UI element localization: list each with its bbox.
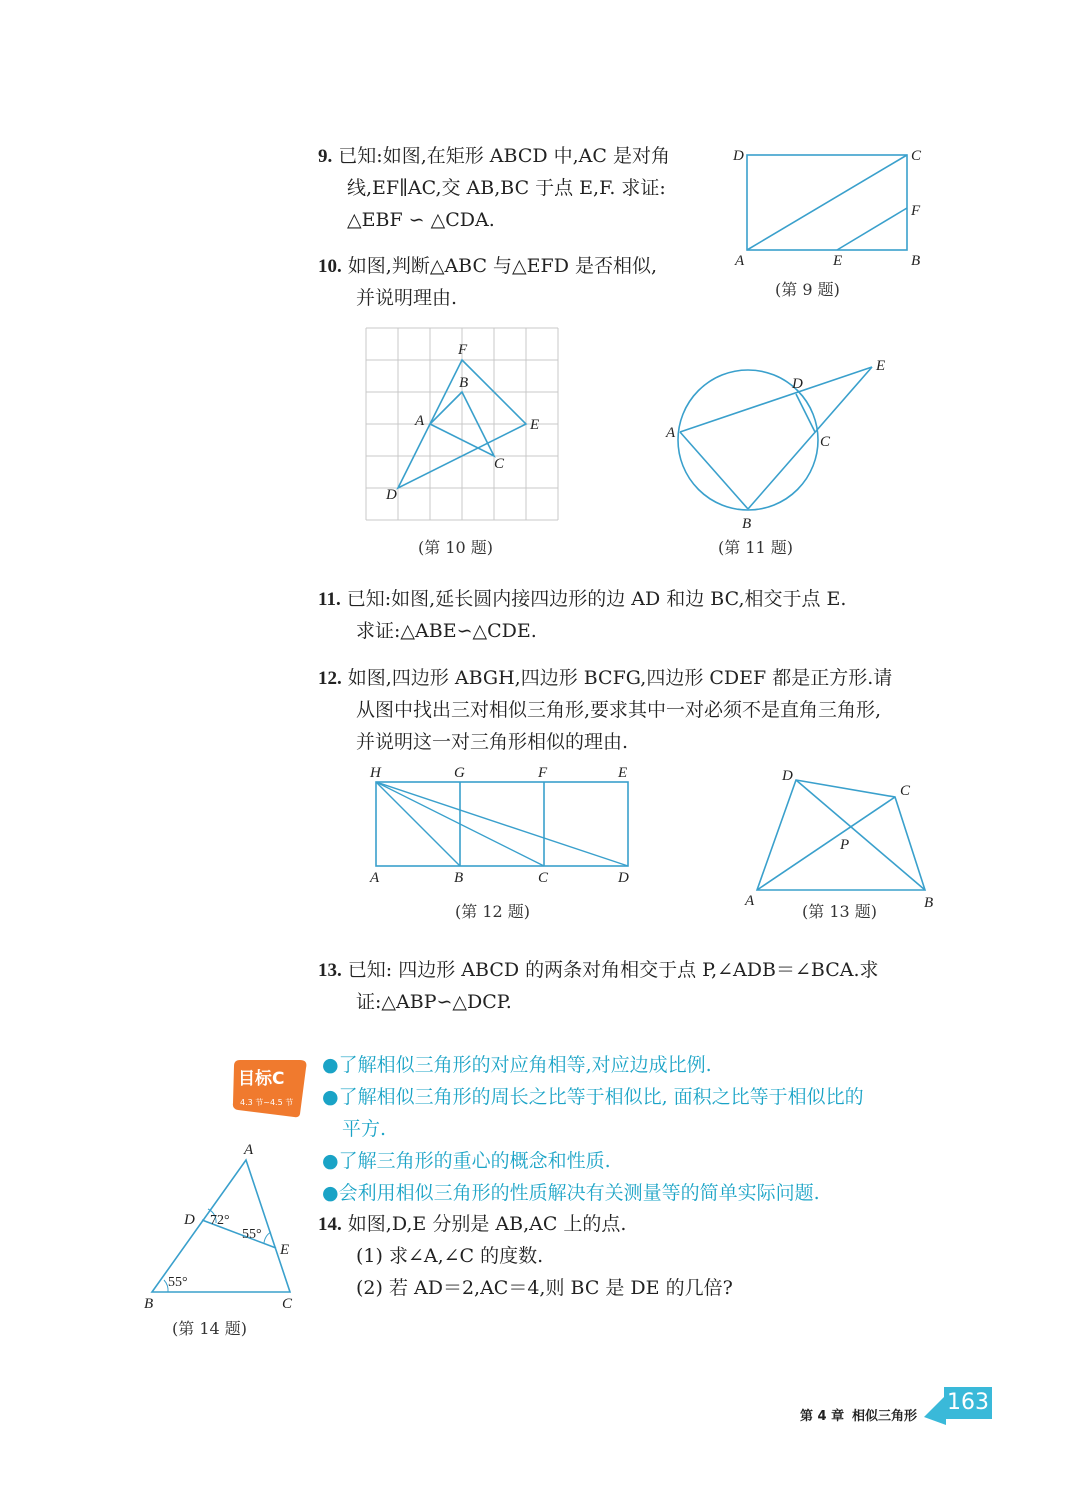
- q12-number: 12.: [318, 668, 342, 689]
- goal-item-2-cont: 平方.: [342, 1118, 387, 1140]
- q14-text1: 如图,D,E 分别是 AB,AC 上的点.: [347, 1213, 627, 1235]
- fig12-label-b: B: [454, 870, 464, 886]
- goal-c-badge: [230, 1058, 310, 1118]
- q12-text1: 如图,四边形 ABGH,四边形 BCFG,四边形 CDEF 都是正方形.请: [347, 667, 893, 689]
- fig13-diagonal-ac: [757, 797, 895, 890]
- goal-item-1-text: 了解相似三角形的对应角相等,对应边成比例.: [338, 1054, 712, 1076]
- fig13-label-a: A: [745, 893, 755, 909]
- fig9-label-a: A: [735, 253, 745, 269]
- fig14-label-b: B: [144, 1296, 154, 1312]
- caption-fig13: (第 13 题): [802, 902, 878, 921]
- fig14-label-d: D: [184, 1212, 195, 1228]
- q11-number: 11.: [318, 589, 341, 610]
- fig9-label-f: F: [911, 203, 921, 219]
- figure-11: [660, 350, 900, 535]
- q9-line3: △EBF ∽ △CDA.: [347, 209, 495, 231]
- q13-text1: 已知: 四边形 ABCD 的两条对角相交于点 P,∠ADB＝∠BCA.求: [347, 959, 879, 981]
- fig12-line-hd: [376, 782, 628, 866]
- fig14-label-e: E: [280, 1242, 290, 1258]
- q13-line1: [318, 954, 879, 987]
- bullet-icon: ●: [322, 1150, 339, 1172]
- q9-text1: 已知:如图,在矩形 ABCD 中,AC 是对角: [338, 145, 670, 167]
- fig9-diagonal-ac: [747, 155, 907, 250]
- q11-text1: 已知:如图,延长圆内接四边形的边 AD 和边 BC,相交于点 E.: [346, 588, 847, 610]
- q13-number: 13.: [318, 960, 342, 981]
- footer-title: 相似三角形: [852, 1409, 918, 1424]
- goal-item-3-text: 了解三角形的重心的概念和性质.: [338, 1150, 611, 1172]
- q11-line2: 求证:△ABE∽△CDE.: [356, 620, 537, 642]
- figure-9: [725, 140, 935, 270]
- q14-line1: [318, 1208, 626, 1241]
- q11-line1: [318, 583, 846, 616]
- figure-13: [740, 765, 940, 910]
- fig14-angle-55-b: 55°: [168, 1275, 188, 1290]
- fig10-label-a: A: [415, 413, 425, 429]
- figure-10: [365, 327, 561, 521]
- fig12-label-h: H: [370, 765, 381, 781]
- caption-fig14: (第 14 题): [172, 1319, 248, 1338]
- fig11-label-b: B: [742, 516, 752, 532]
- goal-item-4-text: 会利用相似三角形的性质解决有关测量等的简单实际问题.: [338, 1182, 820, 1204]
- q12-line3: 并说明这一对三角形相似的理由.: [356, 731, 629, 753]
- fig12-label-a: A: [370, 870, 380, 886]
- footer-chapter: 第 4 章: [800, 1409, 845, 1424]
- fig12-label-c: C: [538, 870, 549, 886]
- fig13-label-d: D: [782, 768, 793, 784]
- q9-line2: 线,EF∥AC,交 AB,BC 于点 E,F. 求证:: [347, 177, 666, 199]
- fig9-label-b: B: [911, 253, 921, 269]
- caption-fig12: (第 12 题): [455, 902, 531, 921]
- fig12-label-e: E: [618, 765, 628, 781]
- page-number: 163: [944, 1387, 992, 1419]
- fig9-label-d: D: [733, 148, 744, 164]
- fig12-label-g: G: [454, 765, 465, 781]
- fig12-label-f: F: [538, 765, 548, 781]
- q12-line1: [318, 662, 892, 695]
- fig10-label-b: B: [459, 375, 469, 391]
- fig9-label-c: C: [911, 148, 922, 164]
- caption-fig10: (第 10 题): [418, 538, 494, 557]
- fig12-line-hb: [376, 782, 460, 866]
- fig11-label-a: A: [666, 425, 676, 441]
- q12-line2: 从图中找出三对相似三角形,要求其中一对必须不是直角三角形,: [356, 699, 882, 721]
- fig13-label-b: B: [924, 895, 934, 910]
- page-tab-notch: [924, 1395, 946, 1425]
- q14-line2: (1) 求∠A,∠C 的度数.: [356, 1245, 544, 1267]
- fig12-label-d: D: [618, 870, 629, 886]
- fig9-segment-ef: [837, 208, 907, 250]
- fig10-label-f: F: [458, 342, 468, 358]
- fig11-line-ab: [680, 432, 748, 509]
- goal-item-3: [322, 1145, 611, 1177]
- fig10-label-c: C: [494, 456, 505, 472]
- fig10-label-d: D: [386, 487, 397, 503]
- caption-fig11: (第 11 题): [718, 538, 794, 557]
- fig13-label-p: P: [840, 837, 850, 853]
- bullet-icon: ●: [322, 1182, 339, 1204]
- q10-line1: [318, 250, 657, 283]
- caption-fig9: (第 9 题): [775, 280, 840, 299]
- q10-number: 10.: [318, 256, 342, 277]
- bullet-icon: ●: [322, 1086, 339, 1108]
- goal-item-2-text: 了解相似三角形的周长之比等于相似比, 面积之比等于相似比的: [338, 1086, 864, 1108]
- q10-text1: 如图,判断△ABC 与△EFD 是否相似,: [347, 255, 658, 277]
- q14-number: 14.: [318, 1214, 342, 1235]
- figure-14: [140, 1140, 310, 1315]
- fig13-label-c: C: [900, 783, 911, 799]
- goal-item-2: [322, 1081, 864, 1113]
- fig11-label-c: C: [820, 434, 831, 450]
- fig11-label-d: D: [792, 376, 803, 392]
- badge-title: 目标C: [238, 1069, 285, 1089]
- fig14-angle-72: 72°: [210, 1213, 230, 1228]
- q9-number: 9.: [318, 146, 333, 167]
- q13-line2: 证:△ABP∽△DCP.: [356, 991, 512, 1013]
- bullet-icon: ●: [322, 1054, 339, 1076]
- q9-line1: [318, 140, 670, 173]
- badge-subtitle: 4.3 节~4.5 节: [240, 1098, 294, 1107]
- fig10-label-e: E: [530, 417, 540, 433]
- q10-line2: 并说明理由.: [356, 287, 458, 309]
- q14-line3: (2) 若 AD＝2,AC＝4,则 BC 是 DE 的几倍?: [356, 1277, 733, 1299]
- fig14-label-c: C: [282, 1296, 293, 1312]
- fig9-label-e: E: [833, 253, 843, 269]
- goal-item-1: [322, 1049, 712, 1081]
- figure-12: [362, 762, 642, 887]
- fig14-label-a: A: [244, 1142, 254, 1158]
- goal-item-4: [322, 1177, 820, 1209]
- fig11-label-e: E: [876, 358, 886, 374]
- fig14-angle-55-e: 55°: [242, 1227, 262, 1242]
